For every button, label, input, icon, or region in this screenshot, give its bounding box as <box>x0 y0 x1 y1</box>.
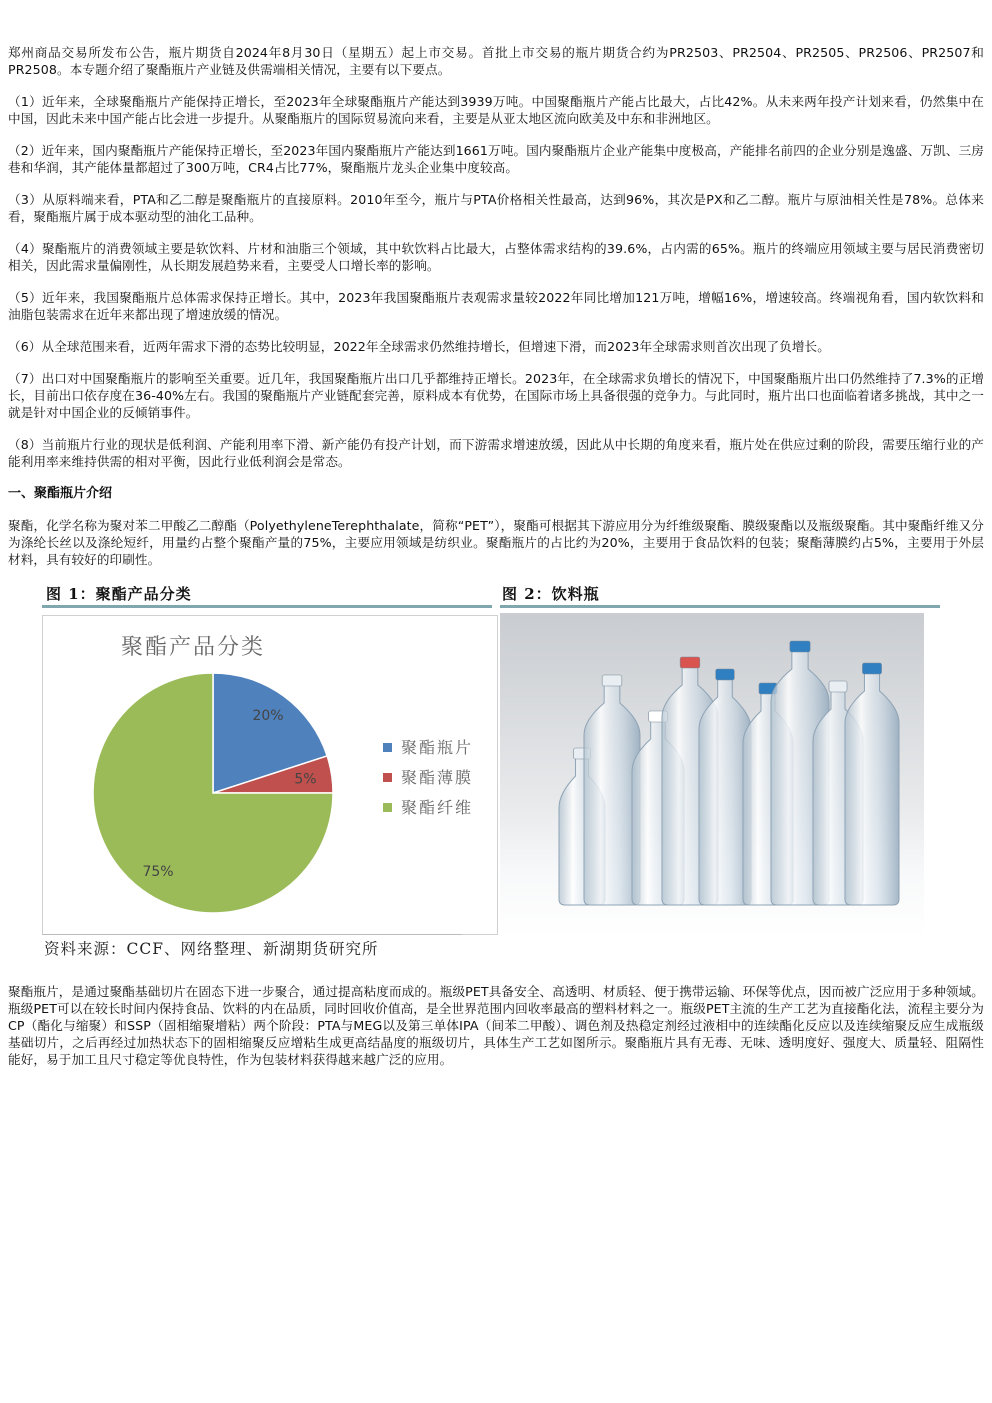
key-point-8: （8）当前瓶片行业的现状是低利润、产能利用率下滑、新产能仍有投产计划，而下游需求增速放缓，因此从中长期的角度来看，瓶片处在供应过剩的阶段，需要压缩行业的产能利用率来维持供需的相对平衡，因此行业低利润会是常态。 <box>8 437 984 469</box>
key-point-5: （5）近年来，我国聚酯瓶片总体需求保持正增长。其中，2023年我国聚酯瓶片表观需求量较2022年同比增加121万吨，增幅16%，增速较高。终端视角看，国内软饮料和油脂包装需求在近年来都出现了增速放缓的情况。 <box>8 290 984 322</box>
closing-paragraph: 聚酯瓶片，是通过聚酯基础切片在固态下进一步聚合，通过提高粘度而成的。瓶级PET具备安全、高透明、材质轻、便于携带运输、环保等优点，因而被广泛应用于多种领域。瓶级PET可以在较长时间内保持食品、饮料的内在品质，同时回收价值高，是全世界范围内回收率最高的塑料材料之一。瓶级PET主流的生产工艺为直接酯化法，流程主要分为CP（酯化与缩聚）和SSP（固相缩聚增粘）两个阶段：PTA与MEG以及第三单体IPA（间苯二甲酸）、调色剂及热稳定剂经过液相中的连续酯化反应以及连续缩聚反应生成瓶级基础切片，之后再经过加热状态下的固相缩聚反应增粘生成更高结晶度的瓶级切片，具体生产工艺如图所示。聚酯瓶片具有无毒、无味、透明度好、强度大、质量轻、阻隔性能好，易于加工且尺寸稳定等优良特性，作为包装材料获得越来越广泛的应用。 <box>8 984 984 1067</box>
bottles-image <box>500 613 924 935</box>
key-point-7: （7）出口对中国聚酯瓶片的影响至关重要。近几年，我国聚酯瓶片出口几乎都维持正增长。2023年，在全球需求负增长的情况下，中国聚酯瓶片出口仍然维持了7.3%的正增长，目前出口依存度在36-40%左右。我国的聚酯瓶片产业链配套完善，原料成本有优势，在国际市场上具备很强的竞争力。与此同时，瓶片出口也面临着诸多挑战，其中之一就是针对中国企业的反倾销事件。 <box>8 371 984 420</box>
legend-swatch-2 <box>383 803 392 812</box>
figure-2-title: 图 2：饮料瓶 <box>502 585 600 603</box>
key-point-1: （1）近年来，全球聚酯瓶片产能保持正增长，至2023年全球聚酯瓶片产能达到3939万吨。中国聚酯瓶片产能占比最大，占比42%。从未来两年投产计划来看，仍然集中在中国，因此未来中国产能占比会进一步提升。从聚酯瓶片的国际贸易流向来看，主要是从亚太地区流向欧美及中东和非洲地区。 <box>8 94 984 126</box>
figure-1-title: 图 1：聚酯产品分类 <box>46 585 192 603</box>
key-point-2: （2）近年来，国内聚酯瓶片产能保持正增长，至2023年国内聚酯瓶片产能达到1661万吨。国内聚酯瓶片企业产能集中度极高，产能排名前四的企业分别是逸盛、万凯、三房巷和华润，其产能体量都超过了300万吨，CR4占比77%，聚酯瓶片龙头企业集中度较高。 <box>8 143 984 175</box>
pie-slice-label-2: 75% <box>142 864 174 880</box>
intro-paragraph: 郑州商品交易所发布公告，瓶片期货自2024年8月30日（星期五）起上市交易。首批上市交易的瓶片期货合约为PR2503、PR2504、PR2505、PR2506、PR2507和PR2508。本专题介绍了聚酯瓶片产业链及供需端相关情况，主要有以下要点。 <box>8 45 984 77</box>
key-point-4: （4）聚酯瓶片的消费领域主要是软饮料、片材和油脂三个领域，其中软饮料占比最大，占整体需求结构的39.6%，占内需的65%。瓶片的终端应用领域主要与居民消费密切相关，因此需求量偏刚性，从长期发展趋势来看，主要受人口增长率的影响。 <box>8 241 984 273</box>
bottles-photo <box>500 613 924 935</box>
legend-swatch-0 <box>383 743 392 752</box>
pie-slice-label-1: 5% <box>294 771 317 788</box>
bottle-cap <box>680 657 700 668</box>
bottle-cap <box>790 641 810 652</box>
section-1-heading: 一、聚酯瓶片介绍 <box>8 486 113 501</box>
bottle-shape <box>845 673 899 905</box>
pie-chart-container <box>42 615 498 935</box>
pie-slice-label-0: 20% <box>252 708 284 724</box>
pie-chart <box>43 616 497 934</box>
document-page <box>8 44 984 1083</box>
section-1-paragraph: 聚酯，化学名称为聚对苯二甲酸乙二醇酯（PolyethyleneTerephthalate，简称“PET”），聚酯可根据其下游应用分为纤维级聚酯、膜级聚酯以及瓶级聚酯。其中聚酯纤维又分为涤纶长丝以及涤纶短纤，用量约占整个聚酯产量的75%，主要应用领域是纺织业。聚酯瓶片的占比约为20%，主要用于食品饮料的包装；聚酯薄膜约占5%，主要用于外层材料，具有较好的印刷性。 <box>8 518 984 567</box>
key-point-3: （3）从原料端来看，PTA和乙二醇是聚酯瓶片的直接原料。2010年至今，瓶片与PTA价格相关性最高，达到96%，其次是PX和乙二醇。瓶片与原油相关性是78%。总体来看，聚酯瓶片属于成本驱动型的油化工品种。 <box>8 192 984 224</box>
figure-1-rule <box>42 605 492 608</box>
legend-swatch-1 <box>383 773 392 782</box>
bottle-cap <box>716 669 735 680</box>
legend-label-2: 聚酯纤维 <box>401 798 474 817</box>
figure-2-rule <box>500 605 940 608</box>
legend-label-0: 聚酯瓶片 <box>401 738 474 757</box>
legend-label-1: 聚酯薄膜 <box>401 768 474 787</box>
bottle-cap <box>862 663 881 674</box>
bottle-cap <box>829 681 847 692</box>
figures-row <box>8 583 984 958</box>
key-point-6: （6）从全球范围来看，近两年需求下滑的态势比较明显，2022年全球需求仍然维持增长，但增速下滑，而2023年全球需求则首次出现了负增长。 <box>8 339 830 354</box>
bottle-cap <box>602 675 622 686</box>
source-rule <box>42 934 462 935</box>
chart-title: 聚酯产品分类 <box>120 635 266 660</box>
source-note: 资料来源：CCF、网络整理、新湖期货研究所 <box>44 940 379 958</box>
